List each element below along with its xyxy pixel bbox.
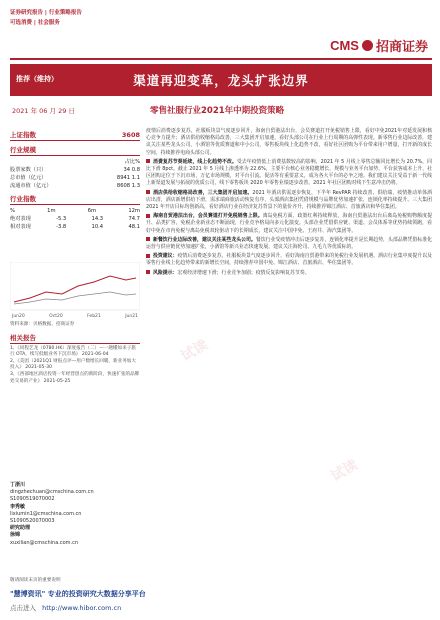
perf-row (10, 223, 140, 231)
row-values: 34 0.8 (123, 167, 140, 173)
section-bullet-icon (146, 190, 150, 194)
index-value: 3608 (121, 131, 140, 139)
perf-col: % (10, 208, 15, 214)
perf-value: 14.3 (91, 216, 104, 222)
perf-value: 48.1 (128, 224, 140, 230)
analyst-name: 李秀敏 (10, 503, 26, 510)
hibor-brand: "慧博资讯" 专业的投资研究大数据分享平台 (10, 589, 146, 598)
title-banner (10, 64, 432, 96)
analyst-entry (10, 525, 140, 532)
section-title: 消费复苏节奏延续，线上化趋势不改。 (153, 158, 237, 165)
perf-value: -3.8 (56, 224, 67, 230)
analyst-cert: S1090520070003 (10, 518, 55, 525)
analyst-email: lixiumin1@cmschina.com.cn (10, 510, 82, 517)
section-body: 宏观经济增速下滑；行业竞争加剧；疫情反复影响复苏节奏。 (177, 269, 310, 276)
analyst-email: xuxilian@cmschina.com.cn (10, 539, 79, 546)
body-section (146, 190, 432, 212)
analyst-entry (10, 482, 140, 504)
watermark: 试读 (178, 336, 211, 365)
intro-paragraph: 疫情后消费逐步复苏，社服板块景气度逐步回升，海南自贸港法出台，会员赛道打开免税销售上限，看好中免2021年对延发展和核心竞争力提升；酒店供给收缩格局改善，三大集团开启加速，看好头部公司在行业上行周期的高弹性表现。新零售行业边际改善，建议关注某些龙头公司，小酒馆等优质赛道和中小公司，零售板块线上化趋势不改，看好社区团购为平台带来用户增量，打开新的成长空间，持续推荐电商头部公司。 (146, 128, 432, 156)
index-chart (10, 262, 140, 318)
row-label: 总市值（亿元） (10, 175, 47, 181)
body-section (146, 237, 432, 251)
report-subtitle: 零售社服行业2021年中期投资策略 (150, 106, 285, 116)
section-title: 海南自贸港法出台，会员赛道打开免税销售上限。 (153, 213, 263, 220)
industry-rows (10, 166, 140, 190)
perf-col: 12m (128, 208, 140, 214)
analyst-name: 徐锦 (10, 532, 21, 539)
main-body (146, 128, 432, 279)
perf-label: 绝对表现 (10, 216, 31, 222)
section-body: 2021 年酒店供需逐步恢复，下半年 RevPAR 持续改善，供给端，疫情推动单体酒店出清，酒店新增供给下滑，需求端商旅活动恢复有序，头部酒店集团凭借规模与品牌优势加速扩张，连锁化率持续提升。三大集团 2021 年开店目标均创新高，看好酒店行业在经济复苏背景下的量价齐升，持续推荐锦江酒店、首旅酒店和华住集团。 (146, 189, 432, 211)
perf-col: 1m (47, 208, 56, 214)
analyst-name: 丁浙川 (10, 482, 26, 488)
perf-header-row (10, 207, 140, 215)
row-values: 8941 1.1 (116, 175, 140, 181)
section-title: 新餐饮行业边际改善，建议关注某些龙头公司。 (153, 236, 256, 243)
perf-row (10, 215, 140, 223)
body-section (146, 213, 432, 235)
body-section (146, 253, 432, 267)
industry-row (10, 166, 140, 174)
related-header: 相关报告 (10, 333, 140, 344)
related-report-item: 1、《同程艺龙（0780.HK）深度报告（二）—一趟懂如来子旅行 OTA，续写低级业务下沉市场》 2021-06-04 (10, 345, 136, 358)
left-lower (10, 322, 140, 385)
section-bullet-icon (146, 214, 150, 218)
section-body: 受去年疫情低上消费基数较高的影响，2021 年 5 月线上零售总额同比增长为 20.7%，同比下滑 8pct。截止 2021 年 5 月线上渗透率为 22.6%，主要平台核心业务稳健增长，规模与业务平台加势，平台获客成本上升，社区团购定位于下沉市场，万亿市场规模，对平台引流、促活等有重要意义，成为各大平台的必争之地。我们建议关注受益于新一代线上新渠道发展与拓展的优质公司，线下零售板块 2020 年零售业绩逐步改善，2021 年社区团购对线下生意冲击仍将。 (146, 158, 432, 187)
perf-label: 相对表现 (10, 224, 31, 230)
body-section (146, 270, 432, 277)
section-bullet-icon (146, 159, 150, 163)
perf-value: 74.7 (128, 216, 140, 222)
perf-value: -5.3 (56, 216, 67, 222)
perf-col: 6m (87, 208, 97, 214)
chart-x-tick: Feb21 (87, 314, 101, 319)
cms-logo (330, 36, 428, 55)
row-label: 股票家数（只） (10, 167, 47, 173)
section-title: 风险提示： (153, 269, 178, 276)
report-title: 渠道再迎变革，龙头扩张边界 (133, 73, 309, 88)
sector-tags: 可选消费 | 社会服务 (10, 20, 60, 26)
related-report-item: 3、《西部地区酒店投资一年经营创点的新阶段，快速扩张的品牌处交易的产业》 2021-05-25 (10, 371, 140, 384)
analyst-name: 研究助理 (10, 525, 31, 532)
analyst-email: dingzhechuan@cmschina.com.cn (10, 489, 94, 496)
related-reports (10, 346, 140, 386)
analyst-entry (10, 504, 140, 526)
chart-x-tick: Jun20 (12, 314, 25, 319)
section-bullet-icon (146, 270, 150, 274)
analyst-cert: S1090519070002 (10, 496, 55, 503)
link-label: 点击进入 (10, 603, 36, 612)
header-rule (10, 58, 432, 60)
chart-source: 资料来源：贝格数据、招商证券 (10, 322, 75, 327)
chart-x-tick: Oct20 (49, 314, 63, 319)
logo-cn-text: 招商证券 (375, 39, 428, 54)
analyst-entry (10, 532, 140, 546)
row-label: 流通市值（亿元） (10, 183, 52, 189)
logo-icon (362, 40, 373, 51)
section-body: 离岛免税方面，政策红利持续释放，海南自贸港法出台后离岛免税购物额度提升、品类扩容，免税企业新业态不断涌现，行业竞争格局向多元化演变。头部企业凭借供应链、渠道、会员体系等优势持续领跑，看好中免在市内免税与离岛免税双轮驱动下的长期成长，建议关注中国中免、王府井、海汽集团等。 (146, 213, 432, 234)
section-title: 酒店供给收缩格局改善，三大集团开启加速。 (153, 189, 253, 196)
index-label: 上证指数 (10, 131, 36, 139)
performance-table (10, 207, 140, 231)
industry-row (10, 174, 140, 182)
section-bullet-icon (146, 254, 150, 258)
left-sidebar (10, 126, 140, 231)
industry-scale-header: 行业规模 (10, 145, 140, 156)
section-body: 疫情后消费逐步复苏，社服板块景气度逐步回升，看好海南自贸港带来的免税行业发展机遇、酒店行业集中度提升以及零售行业线上化趋势带来的新增长空间，持续推荐中国中免、锦江酒店、首旅酒店、华住集团等。 (146, 253, 432, 267)
index-chart-svg (10, 262, 140, 318)
report-type-tags: 证券研究报告 | 行业策略报告 (10, 10, 82, 16)
perf-value: 10.4 (91, 224, 104, 230)
report-date: 2021 年 06 月 29 日 (12, 107, 75, 115)
index-perf-header: 行业指数 (10, 194, 140, 205)
ratio-header: 占比% (124, 159, 140, 165)
industry-row (10, 182, 140, 190)
section-bullet-icon (146, 237, 150, 241)
body-sections (146, 159, 432, 277)
footer-link-row (10, 603, 432, 612)
hibor-link[interactable]: http://www.hibor.com.cn (42, 603, 122, 612)
watermark: 试读 (328, 456, 361, 485)
disclaimer: 敬请阅读末页的重要说明 (10, 578, 61, 583)
analyst-list (10, 482, 140, 547)
body-section (146, 159, 432, 188)
footer (10, 578, 432, 612)
row-values: 8608 1.3 (116, 183, 140, 189)
section-body: 餐饮行业受疫情冲击后逐步复苏，连锁化率提升是长期趋势，头部品牌凭借标准化运营与供应链优势加速扩张，小酒馆等新兴业态快速发展，建议关注海伦司、九毛九等优质标的。 (146, 236, 432, 251)
logo-cms-text: CMS (330, 38, 359, 53)
chart-x-tick: Jun21 (125, 314, 138, 319)
index-header (10, 130, 140, 141)
rating-badge: 推荐（维持） (16, 75, 58, 83)
section-title: 投资建议： (153, 253, 178, 260)
analyst-block (10, 482, 140, 547)
related-report-item: 2、《美团（2021Q1 财报点评—用户数增长回暖，新业务加大投入》 2021-05-30 (10, 358, 136, 371)
